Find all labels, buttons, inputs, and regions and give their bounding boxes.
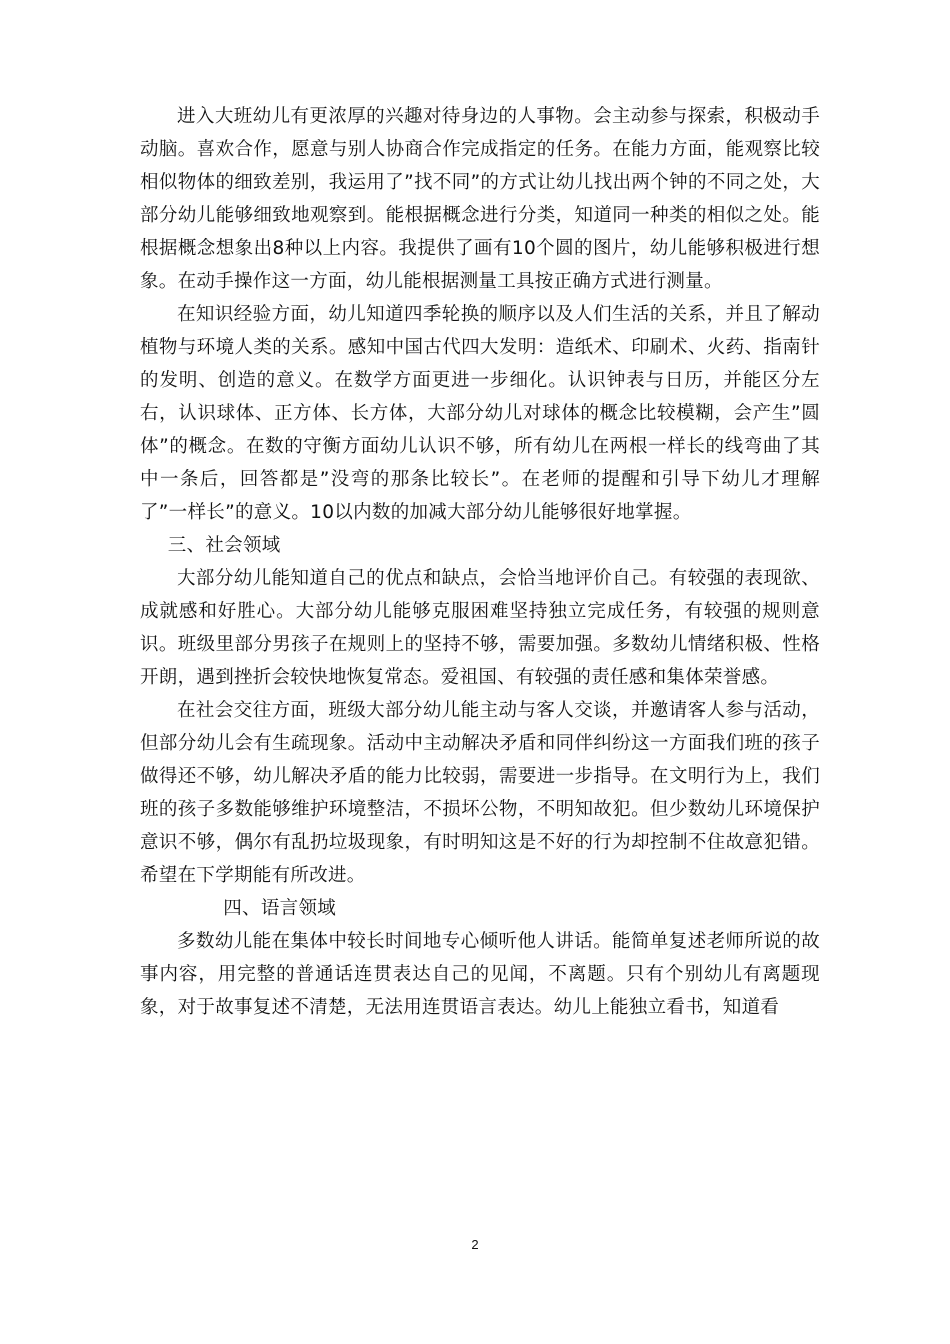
document-body (140, 100, 820, 1024)
paragraph-social-self: 大部分幼儿能知道自己的优点和缺点，会恰当地评价自己。有较强的表现欲、成就感和好胜心。大部分幼儿能够克服困难坚持独立完成任务，有较强的规则意识。班级里部分男孩子在规则上的坚持不够，需要加强。多数幼儿情绪积极、性格开朗，遇到挫折会较快地恢复常态。爱祖国、有较强的责任感和集体荣誉感。 (140, 568, 820, 688)
section-heading-social: 三、社会领域 (167, 535, 281, 556)
paragraph-social-interaction: 在社会交往方面，班级大部分幼儿能主动与客人交谈，并邀请客人参与活动，但部分幼儿会有生疏现象。活动中主动解决矛盾和同伴纠纷这一方面我们班的孩子做得还不够，幼儿解决矛盾的能力比较弱，需要进一步指导。在文明行为上，我们班的孩子多数能够维护环境整洁，不损坏公物，不明知故犯。但少数幼儿环境保护意识不够，偶尔有乱扔垃圾现象，有时明知这是不好的行为却控制不住故意犯错。希望在下学期能有所改进。 (140, 700, 820, 886)
section-heading-language: 四、语言领域 (223, 898, 337, 919)
paragraph-interest-and-ability: 进入大班幼儿有更浓厚的兴趣对待身边的人事物。会主动参与探索，积极动手动脑。喜欢合作，愿意与别人协商合作完成指定的任务。在能力方面，能观察比较相似物体的细致差别，我运用了”找不同”的方式让幼儿找出两个钟的不同之处，大部分幼儿能够细致地观察到。能根据概念进行分类，知道同一种类的相似之处。能根据概念想象出8种以上内容。我提供了画有10个圆的图片，幼儿能够积极进行想象。在动手操作这一方面，幼儿能根据测量工具按正确方式进行测量。 (140, 106, 820, 292)
page-number: 2 (471, 1237, 479, 1252)
paragraph-language: 多数幼儿能在集体中较长时间地专心倾听他人讲话。能简单复述老师所说的故事内容，用完整的普通话连贯表达自己的见闻，不离题。只有个别幼儿有离题现象，对于故事复述不清楚，无法用连贯语言表达。幼儿上能独立看书，知道看 (140, 931, 820, 1018)
paragraph-knowledge-experience: 在知识经验方面，幼儿知道四季轮换的顺序以及人们生活的关系，并且了解动植物与环境人类的关系。感知中国古代四大发明：造纸术、印刷术、火药、指南针的发明、创造的意义。在数学方面更进一步细化。认识钟表与日历，并能区分左右，认识球体、正方体、长方体，大部分幼儿对球体的概念比较模糊，会产生”圆体”的概念。在数的守衡方面幼儿认识不够，所有幼儿在两根一样长的线弯曲了其中一条后，回答都是”没弯的那条比较长”。在老师的提醒和引导下幼儿才理解了”一样长”的意义。10以内数的加减大部分幼儿能够很好地掌握。 (140, 304, 820, 523)
